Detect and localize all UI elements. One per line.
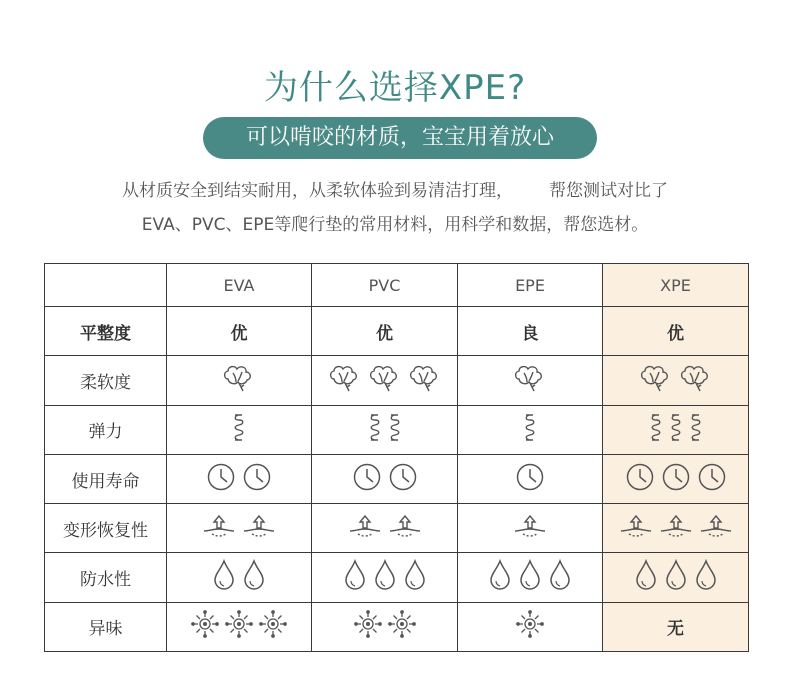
- rating-cell-eva: [167, 454, 312, 503]
- odor-icon: [259, 610, 287, 638]
- clock-icon: [515, 462, 545, 492]
- recovery-icon: [699, 513, 733, 539]
- rating-icons: [639, 363, 713, 393]
- spring-icon: [388, 412, 402, 442]
- column-header-eva: EVA: [167, 264, 312, 307]
- rating-icons: [343, 559, 427, 591]
- water-drop-icon: [548, 559, 572, 591]
- clock-icon: [661, 462, 691, 492]
- rating-icons: [232, 412, 246, 442]
- comparison-table: [44, 263, 749, 652]
- cotton-icon: [328, 363, 362, 393]
- recovery-icon: [513, 513, 547, 539]
- row-label: 柔软度: [45, 356, 167, 405]
- table-header-row: [45, 264, 749, 307]
- row-label: 平整度: [45, 307, 167, 356]
- rating-text: 良: [521, 323, 539, 344]
- rating-icons: [488, 559, 572, 591]
- rating-cell-eva: [167, 356, 312, 405]
- clock-icon: [352, 462, 382, 492]
- spring-icon: [523, 412, 537, 442]
- row-label: 变形恢复性: [45, 504, 167, 553]
- rating-cell-pvc: [312, 602, 458, 651]
- spring-icon: [669, 412, 683, 442]
- water-drop-icon: [403, 559, 427, 591]
- rating-icons: [202, 513, 276, 539]
- rating-icons: [212, 559, 266, 591]
- rating-cell-xpe: [603, 307, 749, 356]
- table-row: [45, 553, 749, 602]
- recovery-icon: [619, 513, 653, 539]
- clock-icon: [206, 462, 236, 492]
- rating-icons: [649, 412, 703, 442]
- table-row: [45, 602, 749, 651]
- page-title: 为什么选择XPE?: [263, 68, 527, 108]
- rating-icons: [348, 513, 422, 539]
- water-drop-icon: [373, 559, 397, 591]
- clock-icon: [697, 462, 727, 492]
- rating-cell-epe: [458, 504, 603, 553]
- row-label: 使用寿命: [45, 454, 167, 503]
- rating-cell-eva: [167, 504, 312, 553]
- rating-cell-xpe: [603, 553, 749, 602]
- subtitle-pill: 可以啃咬的材质，宝宝用着放心: [203, 117, 597, 159]
- odor-icon: [191, 610, 219, 638]
- clock-icon: [388, 462, 418, 492]
- rating-cell-pvc: [312, 504, 458, 553]
- cotton-icon: [679, 363, 713, 393]
- rating-cell-xpe: [603, 454, 749, 503]
- clock-icon: [625, 462, 655, 492]
- rating-cell-pvc: [312, 454, 458, 503]
- row-label: 弹力: [45, 405, 167, 454]
- water-drop-icon: [664, 559, 688, 591]
- rating-cell-epe: [458, 307, 603, 356]
- rating-icons: [523, 412, 537, 442]
- table-row: [45, 454, 749, 503]
- odor-icon: [516, 610, 544, 638]
- rating-cell-xpe: [603, 602, 749, 651]
- water-drop-icon: [634, 559, 658, 591]
- rating-cell-epe: [458, 405, 603, 454]
- water-drop-icon: [694, 559, 718, 591]
- cotton-icon: [222, 363, 256, 393]
- table-row: [45, 307, 749, 356]
- rating-icons: [516, 610, 544, 638]
- cotton-icon: [639, 363, 673, 393]
- header-corner-cell: [45, 264, 167, 307]
- table-row: [45, 405, 749, 454]
- rating-cell-pvc: [312, 553, 458, 602]
- cotton-icon: [368, 363, 402, 393]
- rating-cell-epe: [458, 602, 603, 651]
- odor-icon: [225, 610, 253, 638]
- intro-line-1-part-a: 从材质安全到结实耐用，从柔软体验到易清洁打理，: [122, 181, 513, 201]
- water-drop-icon: [518, 559, 542, 591]
- odor-icon: [388, 610, 416, 638]
- rating-icons: [206, 462, 272, 492]
- rating-cell-eva: [167, 405, 312, 454]
- column-header-xpe: XPE: [603, 264, 749, 307]
- odor-icon: [354, 610, 382, 638]
- rating-cell-epe: [458, 553, 603, 602]
- rating-cell-xpe: [603, 504, 749, 553]
- water-drop-icon: [242, 559, 266, 591]
- rating-cell-eva: [167, 553, 312, 602]
- rating-cell-pvc: [312, 405, 458, 454]
- rating-icons: [352, 462, 418, 492]
- spring-icon: [232, 412, 246, 442]
- rating-icons: [515, 462, 545, 492]
- recovery-icon: [659, 513, 693, 539]
- table-row: [45, 356, 749, 405]
- intro-line-1: [0, 176, 790, 201]
- rating-icons: [513, 363, 547, 393]
- table-row: [45, 504, 749, 553]
- water-drop-icon: [212, 559, 236, 591]
- rating-text: 优: [376, 323, 393, 344]
- recovery-icon: [202, 513, 236, 539]
- cotton-icon: [513, 363, 547, 393]
- column-header-pvc: PVC: [312, 264, 458, 307]
- rating-cell-xpe: [603, 356, 749, 405]
- rating-icons: [619, 513, 733, 539]
- row-label: 防水性: [45, 553, 167, 602]
- spring-icon: [368, 412, 382, 442]
- recovery-icon: [242, 513, 276, 539]
- spring-icon: [689, 412, 703, 442]
- rating-text: 优: [230, 323, 248, 344]
- rating-cell-epe: [458, 356, 603, 405]
- rating-icons: [191, 610, 287, 638]
- clock-icon: [242, 462, 272, 492]
- row-label: 异味: [45, 602, 167, 651]
- rating-icons: [634, 559, 718, 591]
- column-header-epe: EPE: [458, 264, 603, 307]
- rating-icons: [328, 363, 442, 393]
- rating-cell-pvc: [312, 356, 458, 405]
- rating-text: 优: [667, 323, 684, 344]
- rating-icons: [222, 363, 256, 393]
- intro-line-1-part-b: 帮您测试对比了: [549, 181, 668, 201]
- rating-icons: [625, 462, 727, 492]
- cotton-icon: [408, 363, 442, 393]
- rating-cell-xpe: [603, 405, 749, 454]
- rating-icons: [513, 513, 547, 539]
- rating-cell-pvc: [312, 307, 458, 356]
- rating-icons: [368, 412, 402, 442]
- rating-cell-eva: [167, 307, 312, 356]
- rating-cell-eva: [167, 602, 312, 651]
- spring-icon: [649, 412, 663, 442]
- recovery-icon: [388, 513, 422, 539]
- water-drop-icon: [488, 559, 512, 591]
- rating-cell-epe: [458, 454, 603, 503]
- rating-icons: [354, 610, 416, 638]
- rating-text: 无: [667, 619, 684, 640]
- intro-line-2: EVA、PVC、EPE等爬行垫的常用材料，用科学和数据，帮您选材。: [141, 215, 649, 235]
- water-drop-icon: [343, 559, 367, 591]
- recovery-icon: [348, 513, 382, 539]
